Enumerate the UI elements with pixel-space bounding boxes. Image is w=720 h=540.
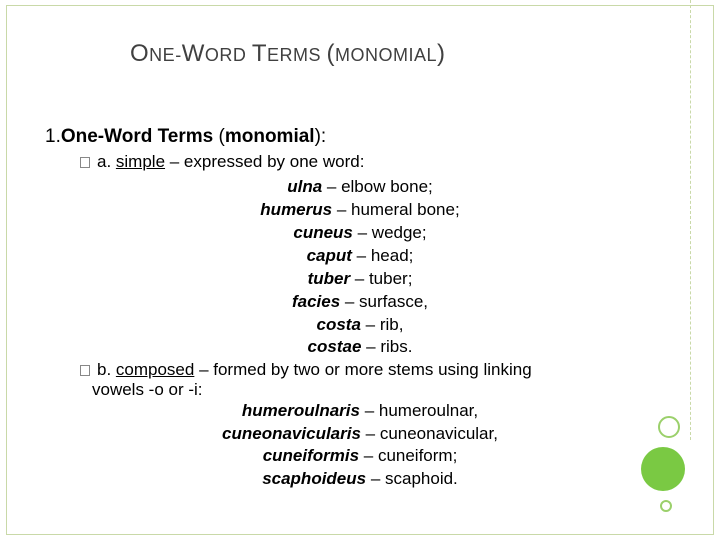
heading-number: 1.: [45, 126, 61, 147]
title-part: T: [251, 40, 268, 67]
slide-title: [130, 40, 446, 68]
term-line: [0, 200, 720, 220]
bullet-box-icon: [80, 365, 90, 376]
title-part: NE: [149, 45, 176, 65]
title-part: (: [326, 40, 336, 67]
bullet-composed-line2: vowels -o or -i:: [92, 380, 203, 399]
title-part: ): [437, 40, 446, 67]
term-gloss: – scaphoid.: [366, 469, 458, 488]
bullet-underlined: composed: [115, 360, 195, 379]
heading-bold: monomial: [224, 126, 315, 147]
term-line: [0, 315, 720, 335]
latin-term: caput: [306, 246, 352, 265]
latin-term: scaphoideus: [262, 469, 367, 488]
term-gloss: – wedge;: [352, 223, 427, 242]
term-gloss: – rib,: [360, 315, 404, 334]
latin-term: tuber: [307, 269, 351, 288]
term-line: [0, 177, 720, 197]
latin-term: costae: [307, 337, 362, 356]
title-part: MONOMIAL: [335, 45, 438, 65]
term-gloss: – humeral bone;: [332, 200, 460, 219]
title-part: ERMS: [267, 45, 327, 65]
latin-term: humerus: [260, 200, 333, 219]
term-line: [0, 401, 720, 421]
title-part: ORD: [204, 45, 252, 65]
latin-term: cuneus: [293, 223, 353, 242]
bullet-underlined: simple: [115, 152, 166, 171]
bullet-text: – expressed by one word:: [165, 152, 365, 171]
decorative-dashed-line: [690, 0, 692, 440]
bullet-prefix: b.: [97, 360, 116, 379]
title-part: W: [181, 40, 205, 67]
term-line: [0, 223, 720, 243]
heading-text: (: [213, 126, 225, 147]
latin-term: ulna: [287, 177, 323, 196]
term-line: [0, 446, 720, 466]
latin-term: costa: [316, 315, 361, 334]
title-part: -: [175, 45, 182, 65]
title-part: O: [130, 40, 150, 67]
latin-term: cuneonavicularis: [222, 424, 361, 443]
heading-bold: One-Word Terms: [60, 126, 214, 147]
bullet-composed: [97, 360, 532, 380]
term-gloss: – humeroulnar,: [359, 401, 479, 420]
heading-text: ):: [314, 126, 327, 147]
term-line: [0, 246, 720, 266]
latin-term: cuneiformis: [262, 446, 360, 465]
term-gloss: – surfasce,: [340, 292, 429, 311]
term-line: [0, 337, 720, 357]
bullet-simple: [97, 152, 364, 172]
section-heading: [45, 126, 326, 148]
bullet-text: – formed by two or more stems using linking: [194, 360, 532, 379]
term-gloss: – head;: [351, 246, 414, 265]
latin-term: humeroulnaris: [241, 401, 360, 420]
bullet-prefix: a.: [97, 152, 116, 171]
term-line: [0, 469, 720, 489]
term-gloss: – cuneiform;: [359, 446, 458, 465]
term-gloss: – ribs.: [361, 337, 413, 356]
term-line: [0, 424, 720, 444]
term-gloss: – elbow bone;: [322, 177, 433, 196]
bullet-box-icon: [80, 157, 90, 168]
term-line: [0, 292, 720, 312]
term-line: [0, 269, 720, 289]
latin-term: facies: [291, 292, 341, 311]
decorative-circle-small: [660, 500, 672, 512]
term-gloss: – cuneonavicular,: [360, 424, 498, 443]
term-gloss: – tuber;: [350, 269, 413, 288]
